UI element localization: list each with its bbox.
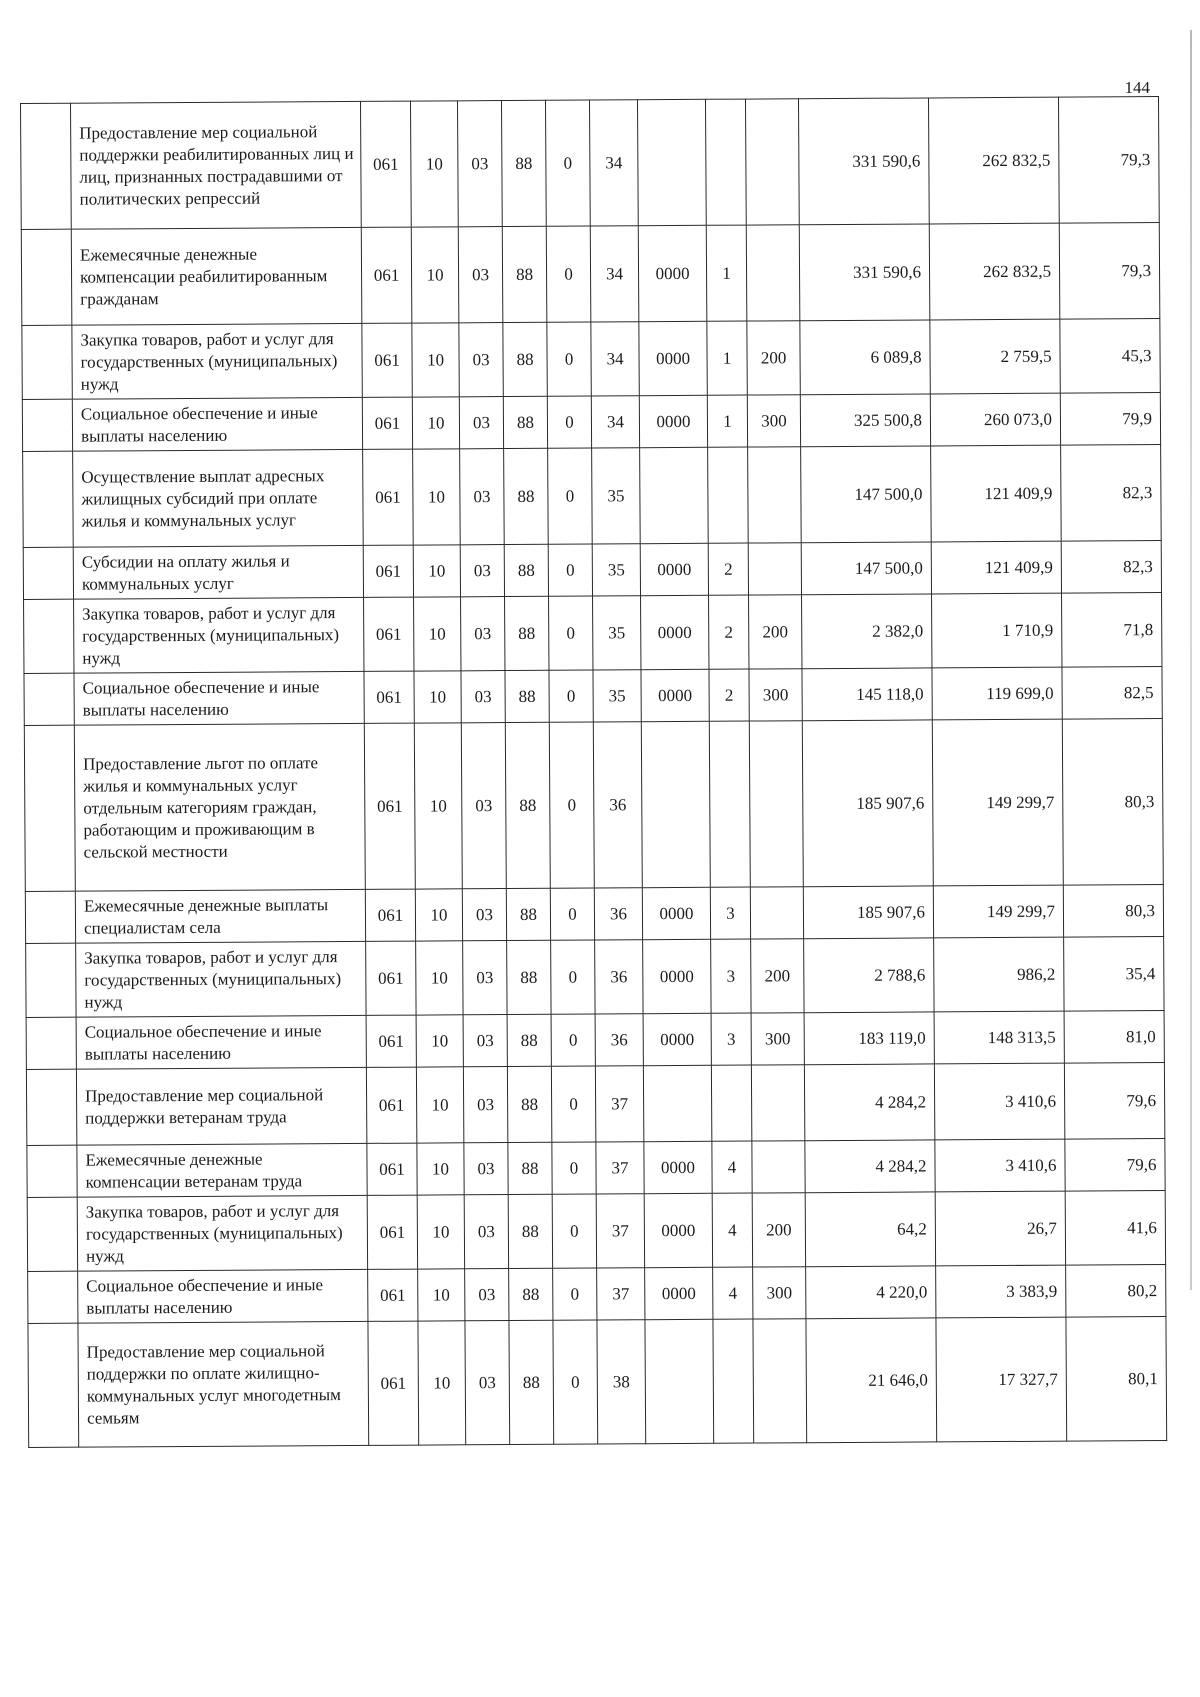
- code-sub-direction-cell: 1: [706, 225, 747, 321]
- code-program-cell: 88: [506, 888, 550, 940]
- actual-amount-cell: 17 327,7: [936, 1317, 1067, 1442]
- code-subsection-cell: 03: [460, 545, 504, 597]
- code-subprogram-cell: 0: [553, 1268, 597, 1320]
- code-program-cell: 88: [508, 1142, 552, 1194]
- code-sub-direction-cell: 2: [708, 543, 748, 595]
- row-margin-cell: [22, 325, 72, 399]
- table-row: [26, 1063, 1164, 1146]
- code-subprogram-cell: 0: [545, 100, 590, 226]
- code-program-cell: 88: [504, 448, 549, 544]
- planned-amount-cell: 331 590,6: [799, 224, 930, 321]
- code-sub-direction-cell: 4: [713, 1267, 753, 1319]
- code-direction-cell: 0000: [641, 669, 709, 721]
- code-subsection-cell: 03: [457, 101, 502, 227]
- code-program-cell: 88: [508, 1194, 552, 1268]
- code-section-cell: 10: [414, 671, 461, 723]
- budget-execution-table: [20, 96, 1167, 1448]
- row-margin-cell: [27, 1197, 77, 1271]
- expense-name-cell: Осуществление выплат адресных жилищных субсидий при оплате жилья и коммунальных услуг: [73, 449, 364, 547]
- code-expense-type-cell: [752, 1141, 805, 1193]
- execution-percent-cell: 80,3: [1062, 719, 1163, 886]
- code-section-cell: 10: [418, 1321, 466, 1445]
- planned-amount-cell: 6 089,8: [800, 320, 930, 395]
- code-subsection-cell: 03: [462, 889, 506, 941]
- code-sub-direction-cell: 1: [707, 395, 747, 447]
- row-margin-cell: [28, 1323, 79, 1447]
- code-subsection-cell: 03: [461, 597, 505, 671]
- code-program-cell: 88: [504, 544, 548, 596]
- code-direction-cell: 0000: [644, 1193, 712, 1267]
- row-margin-cell: [24, 725, 75, 891]
- row-margin-cell: [22, 399, 72, 451]
- code-subsection-cell: 03: [463, 941, 507, 1015]
- page-number: 144: [1124, 78, 1150, 97]
- code-direction-cell: [637, 99, 706, 225]
- code-sub-direction-cell: [709, 721, 750, 887]
- code-ministry-cell: 061: [364, 723, 415, 889]
- actual-amount-cell: 3 410,6: [934, 1063, 1064, 1140]
- code-subprogram-cell: 0: [547, 396, 591, 448]
- expense-name-cell: Предоставление мер социальной поддержки ветеранам труда: [76, 1067, 366, 1145]
- expense-name-cell: Ежемесячные денежные компенсации ветеранам труда: [77, 1143, 367, 1197]
- code-subprogram-cell: 0: [553, 1320, 598, 1444]
- code-program-cell: 88: [509, 1320, 554, 1444]
- actual-amount-cell: 149 299,7: [932, 719, 1063, 886]
- table-row: [27, 1191, 1165, 1272]
- code-program-cell: 88: [502, 226, 547, 322]
- code-sub-direction-cell: [708, 447, 749, 543]
- execution-percent-cell: 82,3: [1061, 541, 1161, 594]
- code-expense-type-cell: 200: [752, 1193, 805, 1267]
- table-row: [25, 885, 1163, 944]
- code-ministry-cell: 061: [362, 397, 412, 449]
- code-subsection-cell: 03: [463, 1067, 507, 1143]
- code-ministry-cell: 061: [367, 1143, 417, 1195]
- code-subsection-cell: 03: [459, 323, 503, 397]
- expense-name-cell: Закупка товаров, работ и услуг для государственных (муниципальных) нужд: [74, 597, 364, 673]
- code-event-cell: 34: [591, 322, 639, 396]
- actual-amount-cell: 121 409,9: [931, 541, 1061, 594]
- expense-name-cell: Предоставление льгот по оплате жилья и коммунальных услуг отдельным категориям граждан, работающим и проживающим в сельской местности: [74, 723, 365, 891]
- code-event-cell: 34: [589, 100, 638, 226]
- code-program-cell: 88: [503, 396, 547, 448]
- code-direction-cell: 0000: [640, 543, 708, 595]
- execution-percent-cell: 82,5: [1062, 667, 1162, 720]
- code-section-cell: 10: [416, 941, 463, 1015]
- row-margin-cell: [25, 891, 75, 943]
- planned-amount-cell: 145 118,0: [802, 668, 932, 721]
- code-ministry-cell: 061: [366, 1067, 416, 1143]
- execution-percent-cell: 79,6: [1064, 1063, 1164, 1140]
- table-row: [26, 1011, 1164, 1070]
- planned-amount-cell: 331 590,6: [798, 98, 929, 225]
- scan-edge-shadow: [1190, 30, 1192, 1290]
- planned-amount-cell: 147 500,0: [801, 446, 932, 543]
- expense-name-cell: Закупка товаров, работ и услуг для государственных (муниципальных) нужд: [72, 323, 362, 399]
- code-subsection-cell: 03: [461, 723, 506, 889]
- actual-amount-cell: 262 832,5: [928, 97, 1059, 224]
- execution-percent-cell: 80,1: [1066, 1317, 1167, 1442]
- actual-amount-cell: 2 759,5: [930, 319, 1060, 394]
- code-ministry-cell: 061: [368, 1269, 418, 1321]
- code-sub-direction-cell: 3: [711, 939, 751, 1013]
- expense-name-cell: Социальное обеспечение и иные выплаты населению: [76, 1015, 366, 1069]
- table-row: [21, 97, 1160, 230]
- code-program-cell: 88: [505, 670, 549, 722]
- code-event-cell: 35: [592, 448, 641, 544]
- code-ministry-cell: 061: [368, 1321, 419, 1445]
- code-program-cell: 88: [501, 100, 546, 226]
- actual-amount-cell: 3 410,6: [935, 1139, 1065, 1192]
- code-section-cell: 10: [416, 1015, 463, 1067]
- code-section-cell: 10: [417, 1143, 464, 1195]
- code-section-cell: 10: [413, 545, 460, 597]
- table-row: [21, 223, 1160, 326]
- execution-percent-cell: 79,3: [1058, 97, 1159, 224]
- code-subprogram-cell: 0: [551, 1066, 595, 1142]
- code-program-cell: 88: [509, 1268, 553, 1320]
- table-row: [24, 593, 1162, 674]
- code-direction-cell: 0000: [638, 225, 707, 321]
- actual-amount-cell: 986,2: [934, 937, 1064, 1012]
- table-body: [21, 97, 1167, 1448]
- expense-name-cell: Предоставление мер социальной поддержки по оплате жилищно-коммунальных услуг многодетным семьям: [78, 1321, 369, 1447]
- code-direction-cell: 0000: [643, 1013, 711, 1065]
- code-subprogram-cell: 0: [552, 1194, 596, 1268]
- code-event-cell: 34: [591, 396, 639, 448]
- table-row: [26, 937, 1164, 1018]
- expense-name-cell: Социальное обеспечение и иные выплаты населению: [74, 671, 364, 725]
- execution-percent-cell: 80,3: [1063, 885, 1163, 938]
- planned-amount-cell: 325 500,8: [800, 394, 930, 447]
- code-subprogram-cell: 0: [549, 722, 594, 888]
- actual-amount-cell: 262 832,5: [929, 223, 1060, 320]
- execution-percent-cell: 82,3: [1061, 445, 1162, 542]
- row-margin-cell: [21, 229, 72, 325]
- planned-amount-cell: 147 500,0: [801, 542, 931, 595]
- code-direction-cell: 0000: [644, 1141, 712, 1193]
- code-expense-type-cell: 300: [749, 669, 802, 721]
- execution-percent-cell: 41,6: [1065, 1191, 1165, 1266]
- planned-amount-cell: 64,2: [805, 1192, 935, 1267]
- code-direction-cell: 0000: [639, 395, 707, 447]
- table-row: [24, 719, 1163, 892]
- expense-name-cell: Закупка товаров, работ и услуг для государственных (муниципальных) нужд: [76, 941, 366, 1017]
- code-subprogram-cell: 0: [549, 596, 593, 670]
- code-direction-cell: [643, 1065, 711, 1141]
- code-expense-type-cell: [751, 1065, 804, 1141]
- table-row: [23, 541, 1161, 600]
- execution-percent-cell: 79,9: [1060, 393, 1160, 446]
- expense-name-cell: Ежемесячные денежные компенсации реабилитированным гражданам: [71, 227, 362, 325]
- row-margin-cell: [26, 1017, 76, 1069]
- code-sub-direction-cell: 4: [712, 1193, 752, 1267]
- code-direction-cell: 0000: [643, 939, 711, 1013]
- code-expense-type-cell: 300: [753, 1267, 806, 1319]
- table-row: [22, 319, 1160, 400]
- code-program-cell: 88: [507, 1066, 551, 1142]
- code-subprogram-cell: 0: [548, 448, 593, 544]
- expense-name-cell: Социальное обеспечение и иные выплаты населению: [72, 397, 362, 451]
- code-subprogram-cell: 0: [552, 1142, 596, 1194]
- code-sub-direction-cell: 3: [710, 887, 750, 939]
- code-ministry-cell: 061: [364, 597, 414, 671]
- code-ministry-cell: 061: [365, 889, 415, 941]
- code-direction-cell: 0000: [641, 595, 709, 669]
- code-subsection-cell: 03: [463, 1015, 507, 1067]
- code-event-cell: 36: [594, 888, 642, 940]
- actual-amount-cell: 121 409,9: [931, 445, 1062, 542]
- code-ministry-cell: 061: [361, 227, 412, 323]
- code-subsection-cell: 03: [465, 1321, 510, 1445]
- actual-amount-cell: 119 699,0: [932, 667, 1062, 720]
- code-sub-direction-cell: 2: [709, 595, 749, 669]
- row-margin-cell: [24, 673, 74, 725]
- code-subprogram-cell: 0: [551, 940, 595, 1014]
- code-expense-type-cell: 200: [747, 321, 800, 395]
- code-ministry-cell: 061: [360, 101, 411, 227]
- code-ministry-cell: 061: [362, 323, 412, 397]
- code-expense-type-cell: 300: [751, 1013, 804, 1065]
- code-ministry-cell: 061: [363, 449, 414, 545]
- code-direction-cell: 0000: [645, 1267, 713, 1319]
- expense-name-cell: Субсидии на оплату жилья и коммунальных услуг: [73, 545, 363, 599]
- execution-percent-cell: 79,6: [1065, 1139, 1165, 1192]
- code-subsection-cell: 03: [460, 449, 505, 545]
- code-section-cell: 10: [416, 1067, 463, 1143]
- code-section-cell: 10: [417, 1195, 464, 1269]
- code-ministry-cell: 061: [367, 1195, 417, 1269]
- row-margin-cell: [26, 943, 76, 1017]
- execution-percent-cell: 80,2: [1066, 1265, 1166, 1318]
- code-event-cell: 36: [593, 722, 642, 888]
- code-event-cell: 36: [595, 1014, 643, 1066]
- expense-name-cell: Ежемесячные денежные выплаты специалистам села: [75, 889, 365, 943]
- execution-percent-cell: 35,4: [1064, 937, 1164, 1012]
- code-section-cell: 10: [418, 1269, 465, 1321]
- planned-amount-cell: 185 907,6: [802, 720, 933, 887]
- code-subsection-cell: 03: [465, 1269, 509, 1321]
- actual-amount-cell: 3 383,9: [936, 1265, 1066, 1318]
- code-subsection-cell: 03: [461, 671, 505, 723]
- code-program-cell: 88: [507, 940, 551, 1014]
- code-subsection-cell: 03: [459, 397, 503, 449]
- code-section-cell: 10: [411, 227, 459, 323]
- code-sub-direction-cell: [705, 99, 746, 225]
- row-margin-cell: [21, 103, 72, 229]
- actual-amount-cell: 260 073,0: [930, 393, 1060, 446]
- table-row: [23, 445, 1162, 548]
- row-margin-cell: [23, 547, 73, 599]
- code-ministry-cell: 061: [366, 941, 416, 1015]
- table-row: [24, 667, 1162, 726]
- code-sub-direction-cell: 4: [712, 1141, 752, 1193]
- actual-amount-cell: 26,7: [935, 1191, 1065, 1266]
- code-event-cell: 37: [596, 1194, 644, 1268]
- code-subsection-cell: 03: [458, 227, 503, 323]
- code-subprogram-cell: 0: [546, 226, 591, 322]
- expense-name-cell: Закупка товаров, работ и услуг для государственных (муниципальных) нужд: [77, 1195, 367, 1271]
- code-program-cell: 88: [505, 722, 550, 888]
- execution-percent-cell: 79,3: [1059, 223, 1160, 320]
- code-direction-cell: [645, 1319, 714, 1443]
- code-expense-type-cell: [753, 1319, 807, 1443]
- table-row: [28, 1265, 1166, 1324]
- planned-amount-cell: 4 220,0: [806, 1266, 936, 1319]
- code-section-cell: 10: [414, 597, 461, 671]
- code-event-cell: 37: [597, 1268, 645, 1320]
- code-expense-type-cell: 300: [747, 395, 800, 447]
- code-sub-direction-cell: [711, 1065, 751, 1141]
- code-direction-cell: 0000: [639, 321, 707, 395]
- code-event-cell: 34: [590, 226, 639, 322]
- code-subprogram-cell: 0: [550, 888, 594, 940]
- table-row: [28, 1317, 1167, 1448]
- code-expense-type-cell: [746, 225, 800, 321]
- code-section-cell: 10: [412, 323, 459, 397]
- code-sub-direction-cell: 1: [707, 321, 747, 395]
- row-margin-cell: [23, 451, 74, 547]
- code-sub-direction-cell: 3: [711, 1013, 751, 1065]
- code-expense-type-cell: [750, 887, 803, 939]
- actual-amount-cell: 149 299,7: [933, 885, 1063, 938]
- code-expense-type-cell: 200: [751, 939, 804, 1013]
- code-section-cell: 10: [415, 889, 462, 941]
- code-expense-type-cell: [748, 447, 802, 543]
- code-section-cell: 10: [410, 101, 458, 227]
- code-sub-direction-cell: [713, 1319, 754, 1443]
- planned-amount-cell: 2 788,6: [804, 938, 934, 1013]
- code-program-cell: 88: [507, 1014, 551, 1066]
- code-expense-type-cell: [748, 543, 801, 595]
- code-program-cell: 88: [503, 322, 547, 396]
- code-section-cell: 10: [413, 449, 461, 545]
- code-sub-direction-cell: 2: [709, 669, 749, 721]
- code-event-cell: 35: [593, 670, 641, 722]
- code-expense-type-cell: [749, 721, 803, 887]
- code-subsection-cell: 03: [464, 1143, 508, 1195]
- planned-amount-cell: 4 284,2: [804, 1064, 934, 1141]
- planned-amount-cell: 183 119,0: [804, 1012, 934, 1065]
- code-subprogram-cell: 0: [549, 670, 593, 722]
- code-event-cell: 38: [597, 1320, 646, 1444]
- code-program-cell: 88: [505, 596, 549, 670]
- table-row: [22, 393, 1160, 452]
- expense-name-cell: Социальное обеспечение и иные выплаты населению: [78, 1269, 368, 1323]
- planned-amount-cell: 4 284,2: [805, 1140, 935, 1193]
- code-subprogram-cell: 0: [547, 322, 591, 396]
- planned-amount-cell: 185 907,6: [803, 886, 933, 939]
- code-subprogram-cell: 0: [551, 1014, 595, 1066]
- code-event-cell: 36: [595, 940, 643, 1014]
- code-section-cell: 10: [412, 397, 459, 449]
- actual-amount-cell: 148 313,5: [934, 1011, 1064, 1064]
- row-margin-cell: [27, 1145, 77, 1197]
- code-direction-cell: [640, 447, 709, 543]
- code-event-cell: 35: [592, 544, 640, 596]
- code-section-cell: 10: [414, 723, 462, 889]
- execution-percent-cell: 81,0: [1064, 1011, 1164, 1064]
- expense-name-cell: Предоставление мер социальной поддержки реабилитированных лиц и лиц, признанных пострадавшими от политических репрессий: [71, 101, 362, 229]
- code-expense-type-cell: 200: [749, 595, 802, 669]
- code-subprogram-cell: 0: [548, 544, 592, 596]
- row-margin-cell: [26, 1069, 76, 1145]
- code-event-cell: 37: [596, 1142, 644, 1194]
- row-margin-cell: [24, 599, 74, 673]
- code-ministry-cell: 061: [364, 671, 414, 723]
- code-ministry-cell: 061: [363, 545, 413, 597]
- execution-percent-cell: 45,3: [1060, 319, 1160, 394]
- code-expense-type-cell: [745, 99, 799, 225]
- table-row: [27, 1139, 1165, 1198]
- planned-amount-cell: 21 646,0: [806, 1318, 937, 1443]
- code-event-cell: 35: [593, 596, 641, 670]
- code-event-cell: 37: [595, 1066, 643, 1142]
- code-direction-cell: [641, 721, 710, 887]
- code-direction-cell: 0000: [642, 887, 710, 939]
- code-ministry-cell: 061: [366, 1015, 416, 1067]
- row-margin-cell: [28, 1271, 78, 1323]
- actual-amount-cell: 1 710,9: [932, 593, 1062, 668]
- code-subsection-cell: 03: [464, 1195, 508, 1269]
- execution-percent-cell: 71,8: [1062, 593, 1162, 668]
- planned-amount-cell: 2 382,0: [802, 594, 932, 669]
